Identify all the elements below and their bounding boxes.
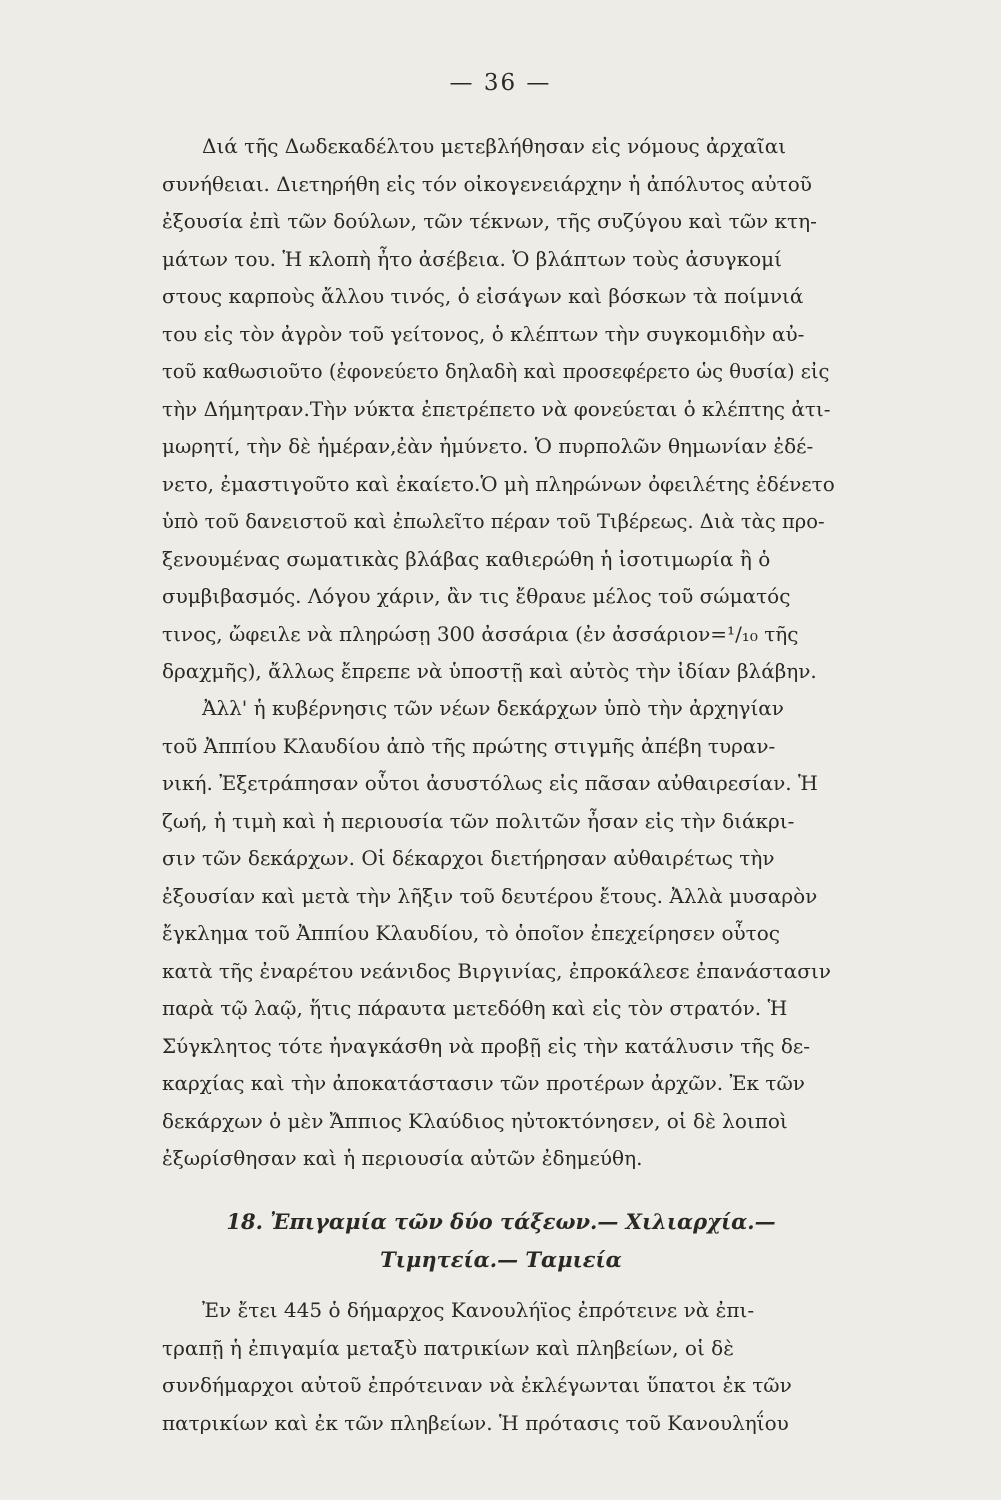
- paragraph-twelve-tables: [162, 128, 840, 691]
- text-line: συνήθειαι. Διετηρήθη εἰς τόν οἰκογενειάρχην ἡ ἀπόλυτος αὐτοῦ: [162, 171, 812, 196]
- text-line: δραχμῆς), ἄλλως ἔπρεπε νὰ ὑποστῇ καὶ αὐτὸς τὴν ἰδίαν βλάβην.: [162, 659, 817, 683]
- text-line: τραπῇ ἡ ἐπιγαμία μεταξὺ πατρικίων καὶ πληβείων, οἱ δὲ: [162, 1335, 734, 1360]
- text-line: ὑπὸ τοῦ δανειστοῦ καὶ ἐπωλεῖτο πέραν τοῦ Τιβέρεως. Διὰ τὰς προ-: [162, 510, 825, 533]
- text-line: πατρικίων καὶ ἐκ τῶν πληβείων. Ἡ πρότασις τοῦ Κανουληΐου: [162, 1410, 789, 1435]
- text-line: Διά τῆς Δωδεκαδέλτου μετεβλήθησαν εἰς νόμους ἀρχαῖαι: [202, 134, 787, 158]
- text-line: του εἰς τὸν ἀγρὸν τοῦ γείτονος, ὁ κλέπτων τὴν συγκομιδὴν αὐ-: [162, 321, 805, 346]
- text-line: ξενουμένας σωματικὰς βλάβας καθιερώθη ἡ ἰσοτιμωρία ἢ ὁ: [162, 546, 771, 571]
- text-line: ἔγκλημα τοῦ Ἀππίου Κλαυδίου, τὸ ὁποῖον ἐπεχείρησεν οὗτος: [162, 921, 780, 945]
- text-line: δεκάρχων ὁ μὲν Ἄππιος Κλαύδιος ηὐτοκτόνησεν, οἱ δὲ λοιποὶ: [162, 1108, 788, 1133]
- text-line: τοῦ καθωσιοῦτο (ἐφονεύετο δηλαδὴ καὶ προσεφέρετο ὡς θυσία) εἰς: [162, 360, 830, 383]
- text-line: μωρητί, τὴν δὲ ἡμέραν,ἐὰν ἠμύνετο. Ὁ πυρπολῶν θημωνίαν ἐδέ-: [162, 434, 814, 458]
- text-line: συμβιβασμός. Λόγου χάριν, ἂν τις ἔθραυε μέλος τοῦ σώματός: [162, 584, 791, 608]
- text-line: ἐξωρίσθησαν καὶ ἡ περιουσία αὐτῶν ἐδημεύθη.: [162, 1146, 643, 1170]
- text-line: τὴν Δήμητραν.Τὴν νύκτα ἐπετρέπετο νὰ φονεύεται ὁ κλέπτης ἀτι-: [162, 396, 831, 421]
- text-line: Σύγκλητος τότε ἠναγκάσθη νὰ προβῇ εἰς τὴν κατάλυσιν τῆς δε-: [162, 1033, 810, 1058]
- text-line: στους καρποὺς ἄλλου τινός, ὁ εἰσάγων καὶ βόσκων τὰ ποίμνιά: [162, 284, 804, 308]
- text-line: Ἐν ἔτει 445 ὁ δήμαρχος Κανουλήϊος ἐπρότεινε νὰ ἐπι-: [202, 1298, 755, 1322]
- text-line: μάτων του. Ἡ κλοπὴ ἦτο ἀσέβεια. Ὁ βλάπτων τοὺς ἀσυγκομί: [162, 246, 783, 271]
- text-line: τινος, ὤφειλε νὰ πληρώσῃ 300 ἀσσάρια (ἐν ἀσσάριον=¹/₁₀ τῆς: [162, 621, 799, 646]
- section-heading-line: Τιμητεία.— Ταμιεία: [380, 1247, 622, 1272]
- text-line: τοῦ Ἀππίου Κλαυδίου ἀπὸ τῆς πρώτης στιγμῆς ἀπέβη τυραν-: [162, 733, 776, 758]
- text-line: σιν τῶν δεκάρχων. Οἱ δέκαρχοι διετήρησαν αὐθαιρέτως τὴν: [162, 846, 775, 870]
- paragraph-decemvirs: [162, 690, 840, 1178]
- text-line: ἐξουσίαν καὶ μετὰ τὴν λῆξιν τοῦ δευτέρου ἔτους. Ἀλλὰ μυσαρὸν: [162, 883, 818, 908]
- text-line: συνδήμαρχοι αὐτοῦ ἐπρότειναν νὰ ἐκλέγωνται ὕπατοι ἐκ τῶν: [162, 1373, 792, 1397]
- text-line: ζωή, ἡ τιμὴ καὶ ἡ περιουσία τῶν πολιτῶν ἦσαν εἰς τὴν διάκρι-: [162, 808, 795, 833]
- text-line: Ἀλλ' ἡ κυβέρνησις τῶν νέων δεκάρχων ὑπὸ τὴν ἀρχηγίαν: [202, 696, 784, 720]
- text-line: ἐξουσία ἐπὶ τῶν δούλων, τῶν τέκνων, τῆς συζύγου καὶ τῶν κτη-: [162, 209, 817, 233]
- paragraph-canuleius: [162, 1292, 840, 1442]
- text-line: νετο, ἐμαστιγοῦτο καὶ ἐκαίετο.Ὁ μὴ πληρώνων ὀφειλέτης ἐδένετο: [162, 471, 835, 496]
- section-heading-line: 18. Ἐπιγαμία τῶν δύο τάξεων.— Χιλιαρχία.—: [226, 1209, 776, 1234]
- text-line: παρὰ τῷ λαῷ, ἥτις πάραυτα μετεδόθη καὶ εἰς τὸν στρατόν. Ἡ: [162, 996, 788, 1020]
- page-number: — 36 —: [449, 70, 552, 96]
- text-line: καρχίας καὶ τὴν ἀποκατάστασιν τῶν προτέρων ἀρχῶν. Ἐκ τῶν: [162, 1071, 805, 1095]
- text-line: κατὰ τῆς ἐναρέτου νεάνιδος Βιργινίας, ἐπροκάλεσε ἐπανάστασιν: [162, 958, 831, 983]
- text-line: νική. Ἐξετράπησαν οὗτοι ἀσυστόλως εἰς πᾶσαν αὐθαιρεσίαν. Ἡ: [162, 771, 818, 795]
- section-heading: [162, 1203, 840, 1279]
